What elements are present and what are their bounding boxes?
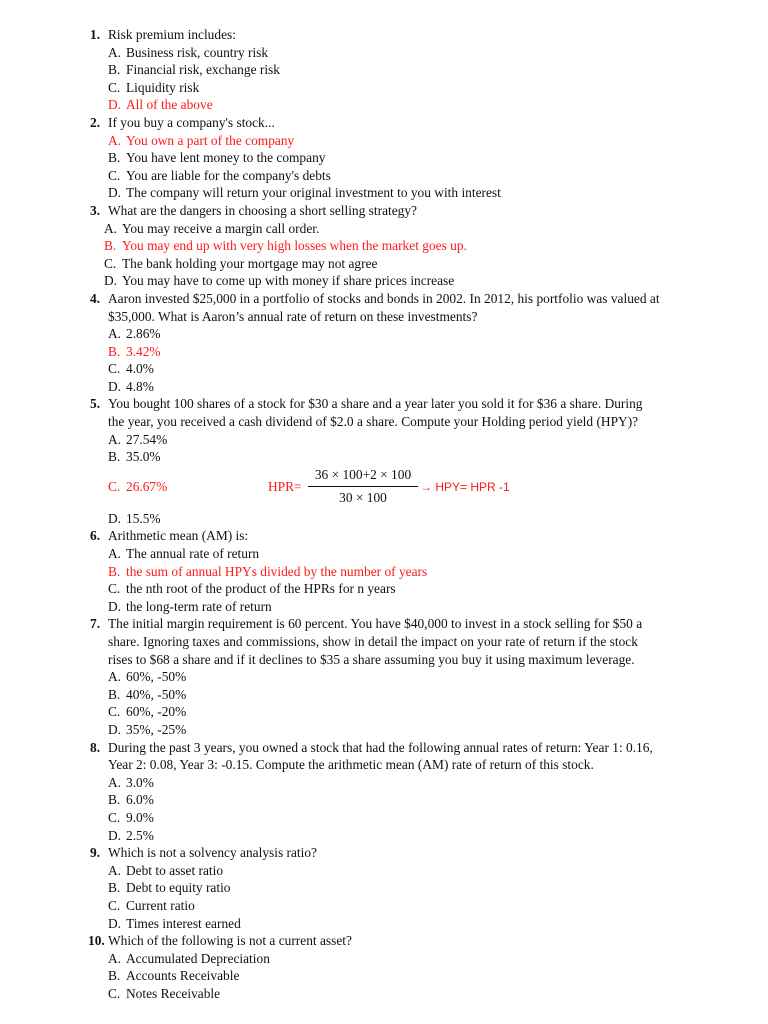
option-label: B. bbox=[108, 449, 121, 465]
option-text: You may receive a margin call order. bbox=[122, 220, 320, 236]
option-label: A. bbox=[108, 950, 122, 966]
option-label: C. bbox=[108, 897, 121, 913]
answer-option-d bbox=[0, 510, 768, 528]
option-label: B. bbox=[108, 343, 121, 359]
option-label: A. bbox=[108, 326, 122, 342]
answer-option-a bbox=[0, 325, 768, 343]
question-text: Arithmetic mean (AM) is: bbox=[108, 528, 249, 544]
question-2 bbox=[0, 114, 768, 202]
option-text: Times interest earned bbox=[126, 915, 241, 931]
question-number: 7. bbox=[90, 616, 101, 632]
answer-option-c bbox=[0, 809, 768, 827]
question-text: the year, you received a cash dividend of $2.0 a share. Compute your Holding period yield (HPY)? bbox=[108, 414, 639, 430]
option-text: 15.5% bbox=[126, 510, 161, 526]
question-line bbox=[0, 651, 768, 669]
option-text: 4.0% bbox=[126, 361, 154, 377]
option-label: D. bbox=[108, 827, 122, 843]
question-number: 1. bbox=[90, 27, 101, 42]
option-label: D. bbox=[108, 378, 122, 394]
option-text: The company will return your original investment to you with interest bbox=[126, 185, 501, 201]
question-line bbox=[0, 395, 768, 413]
option-text: 40%, -50% bbox=[126, 686, 187, 702]
question-line bbox=[0, 844, 768, 862]
formula-note: → HPY= HPR -1 bbox=[420, 479, 510, 494]
option-text: Accounts Receivable bbox=[126, 968, 240, 984]
question-3 bbox=[0, 202, 768, 290]
option-text: Debt to equity ratio bbox=[126, 880, 231, 896]
fraction-bar bbox=[308, 486, 418, 487]
question-number: 4. bbox=[90, 290, 101, 306]
option-label: C. bbox=[108, 581, 121, 597]
answer-option-b bbox=[0, 61, 768, 79]
answer-option-a bbox=[0, 132, 768, 150]
option-text: Accumulated Depreciation bbox=[126, 950, 270, 966]
option-label: A. bbox=[108, 44, 122, 60]
option-text: You may end up with very high losses when the market goes up. bbox=[122, 238, 467, 254]
option-text: 2.86% bbox=[126, 326, 161, 342]
option-text: The annual rate of return bbox=[126, 546, 260, 562]
question-number: 2. bbox=[90, 114, 101, 130]
option-label: A. bbox=[108, 546, 122, 562]
option-label: A. bbox=[108, 431, 122, 447]
option-text: Current ratio bbox=[126, 897, 195, 913]
option-text: Business risk, country risk bbox=[126, 44, 269, 60]
answer-option-a bbox=[0, 44, 768, 62]
answer-option-a bbox=[0, 431, 768, 449]
question-text: The initial margin requirement is 60 percent. You have $40,000 to invest in a stock selling for $50 a bbox=[108, 616, 643, 632]
question-text: Which of the following is not a current asset? bbox=[108, 933, 352, 949]
option-label: B. bbox=[108, 150, 121, 166]
question-number: 5. bbox=[90, 396, 101, 412]
answer-option-a bbox=[0, 862, 768, 880]
option-text: You own a part of the company bbox=[126, 132, 295, 148]
option-text: 26.67% bbox=[126, 478, 168, 494]
option-label: D. bbox=[108, 97, 122, 113]
option-text: Liquidity risk bbox=[126, 79, 200, 95]
option-text: You have lent money to the company bbox=[126, 150, 326, 166]
answer-option-d bbox=[0, 184, 768, 202]
option-label: B. bbox=[108, 62, 121, 78]
answer-option-b bbox=[0, 448, 768, 466]
formula-numerator: 36 × 100+2 × 100 bbox=[314, 466, 412, 482]
answer-option-b bbox=[0, 237, 768, 255]
question-line bbox=[0, 932, 768, 950]
question-text: During the past 3 years, you owned a stock that had the following annual rates of return: Year 1: 0.16, bbox=[108, 739, 653, 755]
question-line bbox=[0, 308, 768, 326]
option-label: D. bbox=[108, 185, 122, 201]
option-label: B. bbox=[108, 880, 121, 896]
answer-option-a bbox=[0, 950, 768, 968]
option-label: D. bbox=[104, 273, 118, 289]
option-text: Financial risk, exchange risk bbox=[126, 62, 280, 78]
option-label: B. bbox=[108, 563, 121, 579]
question-number: 6. bbox=[90, 528, 101, 544]
option-text: Debt to asset ratio bbox=[126, 862, 224, 878]
option-label: A. bbox=[104, 220, 118, 236]
answer-option-c bbox=[0, 985, 768, 1003]
answer-option-c bbox=[0, 466, 768, 510]
question-6 bbox=[0, 527, 768, 615]
question-text: Aaron invested $25,000 in a portfolio of stocks and bonds in 2002. In 2012, his portfolio was valued at bbox=[108, 290, 660, 306]
option-text: The bank holding your mortgage may not agree bbox=[122, 255, 378, 271]
option-label: A. bbox=[108, 132, 122, 148]
option-label: C. bbox=[108, 478, 121, 494]
option-label: D. bbox=[108, 510, 122, 526]
answer-option-c bbox=[0, 897, 768, 915]
answer-option-a bbox=[0, 545, 768, 563]
option-text: All of the above bbox=[126, 97, 213, 113]
option-label: D. bbox=[108, 598, 122, 614]
option-text: 9.0% bbox=[126, 809, 154, 825]
option-label: C. bbox=[108, 79, 121, 95]
answer-option-b bbox=[0, 879, 768, 897]
option-label: C. bbox=[108, 167, 121, 183]
answer-option-c bbox=[0, 79, 768, 97]
answer-option-d bbox=[0, 598, 768, 616]
answer-option-c bbox=[0, 360, 768, 378]
question-text: $35,000. What is Aaron’s annual rate of return on these investments? bbox=[108, 308, 478, 324]
question-4 bbox=[0, 290, 768, 396]
question-1 bbox=[0, 26, 768, 114]
question-line bbox=[0, 739, 768, 757]
option-text: 35%, -25% bbox=[126, 721, 187, 737]
option-label: B. bbox=[104, 238, 117, 254]
answer-option-c bbox=[0, 580, 768, 598]
option-text: 35.0% bbox=[126, 449, 161, 465]
answer-option-d bbox=[0, 96, 768, 114]
option-label: A. bbox=[108, 669, 122, 685]
answer-option-b bbox=[0, 967, 768, 985]
option-text: Notes Receivable bbox=[126, 985, 221, 1001]
option-text: 6.0% bbox=[126, 792, 154, 808]
answer-option-c bbox=[0, 255, 768, 273]
option-label: C. bbox=[108, 361, 121, 377]
question-9 bbox=[0, 844, 768, 932]
question-10 bbox=[0, 932, 768, 1002]
option-text: the nth root of the product of the HPRs for n years bbox=[126, 581, 396, 597]
answer-option-c bbox=[0, 167, 768, 185]
option-text: You are liable for the company's debts bbox=[126, 167, 331, 183]
question-line bbox=[0, 114, 768, 132]
option-label: B. bbox=[108, 968, 121, 984]
question-text: What are the dangers in choosing a short selling strategy? bbox=[108, 202, 418, 218]
question-text: Which is not a solvency analysis ratio? bbox=[108, 845, 317, 861]
option-text: 27.54% bbox=[126, 431, 168, 447]
option-label: C. bbox=[104, 255, 117, 271]
formula-lhs: HPR= bbox=[268, 478, 302, 494]
question-line bbox=[0, 615, 768, 633]
question-5 bbox=[0, 395, 768, 527]
option-label: C. bbox=[108, 809, 121, 825]
option-label: B. bbox=[108, 792, 121, 808]
answer-option-d bbox=[0, 827, 768, 845]
question-number: 8. bbox=[90, 739, 101, 755]
question-line bbox=[0, 413, 768, 431]
option-label: D. bbox=[108, 721, 122, 737]
question-number: 9. bbox=[90, 845, 101, 861]
answer-option-a bbox=[0, 668, 768, 686]
question-line bbox=[0, 202, 768, 220]
option-text: 4.8% bbox=[126, 378, 154, 394]
question-line bbox=[0, 756, 768, 774]
option-text: 60%, -50% bbox=[126, 669, 187, 685]
option-text: 60%, -20% bbox=[126, 704, 187, 720]
question-line bbox=[0, 633, 768, 651]
question-text: If you buy a company's stock... bbox=[108, 114, 275, 130]
question-7 bbox=[0, 615, 768, 738]
answer-option-b bbox=[0, 563, 768, 581]
option-label: A. bbox=[108, 862, 122, 878]
answer-option-d bbox=[0, 915, 768, 933]
question-number: 3. bbox=[90, 202, 101, 218]
question-text: share. Ignoring taxes and commissions, show in detail the impact on your rate of return if the stock bbox=[108, 634, 638, 649]
answer-option-d bbox=[0, 378, 768, 396]
answer-option-b bbox=[0, 791, 768, 809]
answer-option-a bbox=[0, 774, 768, 792]
option-label: D. bbox=[108, 915, 122, 931]
option-text: 3.0% bbox=[126, 774, 154, 790]
question-8 bbox=[0, 739, 768, 845]
formula-fraction bbox=[308, 466, 418, 507]
answer-option-a bbox=[0, 220, 768, 238]
option-text: 3.42% bbox=[126, 343, 161, 359]
answer-option-b bbox=[0, 343, 768, 361]
option-label: C. bbox=[108, 704, 121, 720]
question-line bbox=[0, 290, 768, 308]
answer-option-b bbox=[0, 686, 768, 704]
answer-option-c bbox=[0, 703, 768, 721]
option-text: You may have to come up with money if share prices increase bbox=[122, 273, 455, 289]
option-text: 2.5% bbox=[126, 827, 154, 843]
question-line bbox=[0, 26, 768, 44]
option-label: B. bbox=[108, 686, 121, 702]
question-text: You bought 100 shares of a stock for $30 a share and a year later you sold it for $36 a share. During bbox=[108, 396, 643, 412]
question-line bbox=[0, 527, 768, 545]
option-text: the long-term rate of return bbox=[126, 598, 272, 614]
question-number: 10. bbox=[88, 933, 105, 949]
option-label: C. bbox=[108, 985, 121, 1001]
question-document bbox=[0, 26, 768, 1002]
question-text: rises to $68 a share and if it declines to $35 a share assuming you buy it using maximum leverage. bbox=[108, 651, 635, 667]
question-text: Risk premium includes: bbox=[108, 27, 236, 42]
answer-option-b bbox=[0, 149, 768, 167]
answer-option-d bbox=[0, 272, 768, 290]
answer-option-d bbox=[0, 721, 768, 739]
option-text: the sum of annual HPYs divided by the number of years bbox=[126, 563, 428, 579]
option-label: A. bbox=[108, 774, 122, 790]
question-text: Year 2: 0.08, Year 3: -0.15. Compute the arithmetic mean (AM) rate of return of this stock. bbox=[108, 757, 594, 773]
formula-denominator: 30 × 100 bbox=[339, 489, 387, 505]
